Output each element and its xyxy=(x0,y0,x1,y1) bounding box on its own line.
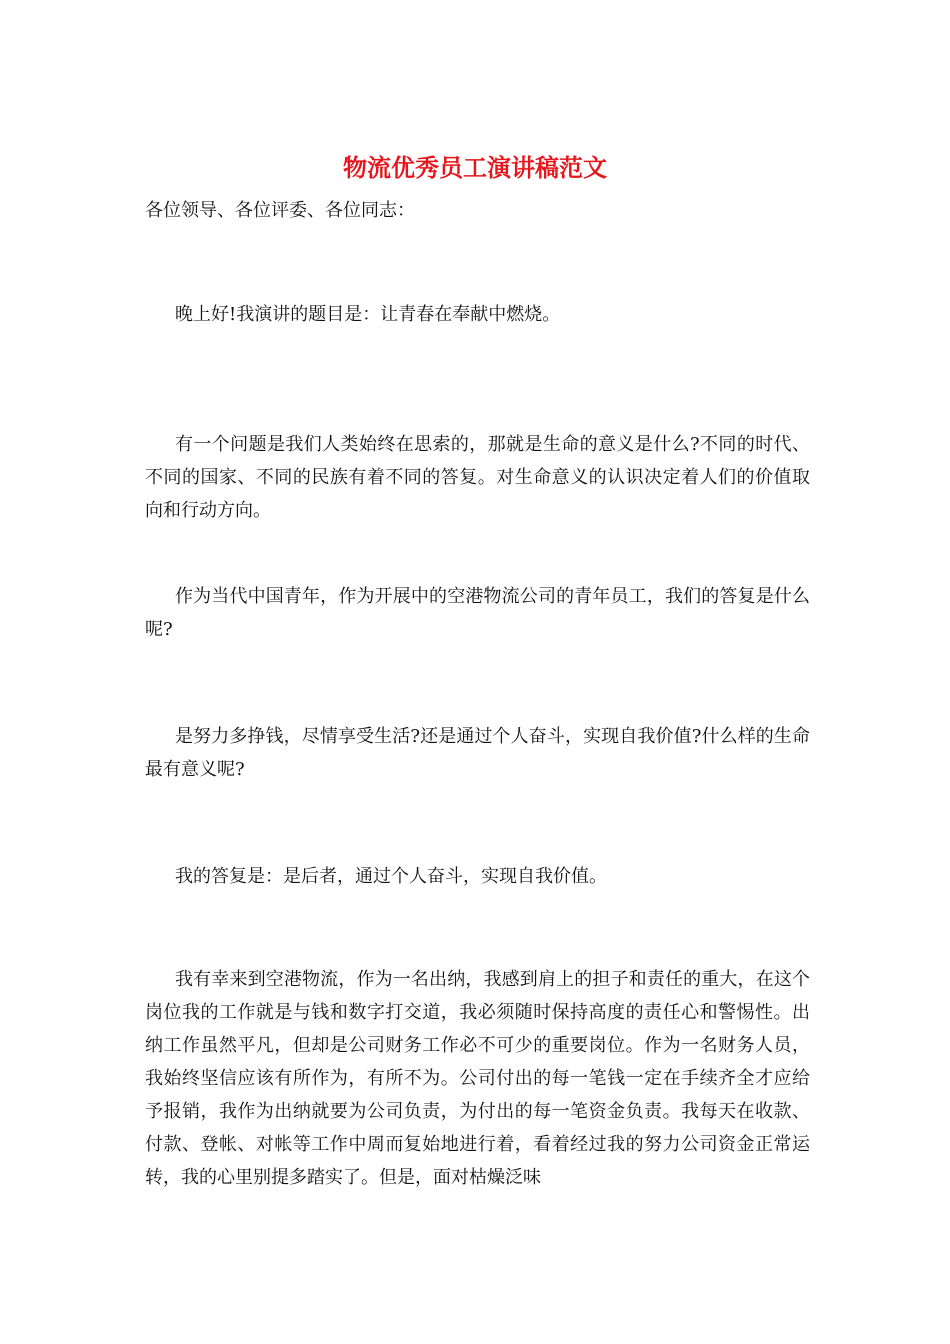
paragraph-6: 我有幸来到空港物流，作为一名出纳，我感到肩上的担子和责任的重大，在这个岗位我的工作就是与钱和数字打交道，我必须随时保持高度的责任心和警惕性。出纳工作虽然平凡，但却是公司财务工作必不可少的重要岗位。作为一名财务人员，我始终坚信应该有所作为，有所不为。公司付出的每一笔钱一定在手续齐全才应给予报销，我作为出纳就要为公司负责，为付出的每一笔资金负责。我每天在收款、付款、登帐、对帐等工作中周而复始地进行着，看着经过我的努力公司资金正常运转，我的心里别提多踏实了。但是，面对枯燥泛味 xyxy=(145,969,810,1188)
document-title: 物流优秀员工演讲稿范文 xyxy=(343,153,607,182)
salutation: 各位领导、各位评委、各位同志： xyxy=(145,200,415,221)
paragraph-4: 是努力多挣钱，尽情享受生活?还是通过个人奋斗，实现自我价值?什么样的生命最有意义呢? xyxy=(145,726,810,780)
paragraph-5: 我的答复是：是后者，通过个人奋斗，实现自我价值。 xyxy=(175,866,607,887)
paragraph-2: 有一个问题是我们人类始终在思索的，那就是生命的意义是什么?不同的时代、不同的国家、不同的民族有着不同的答复。对生命意义的认识决定着人们的价值取向和行动方向。 xyxy=(145,434,810,521)
paragraph-3: 作为当代中国青年，作为开展中的空港物流公司的青年员工，我们的答复是什么呢? xyxy=(145,586,810,640)
paragraph-1: 晚上好!我演讲的题目是：让青春在奉献中燃烧。 xyxy=(175,304,561,325)
